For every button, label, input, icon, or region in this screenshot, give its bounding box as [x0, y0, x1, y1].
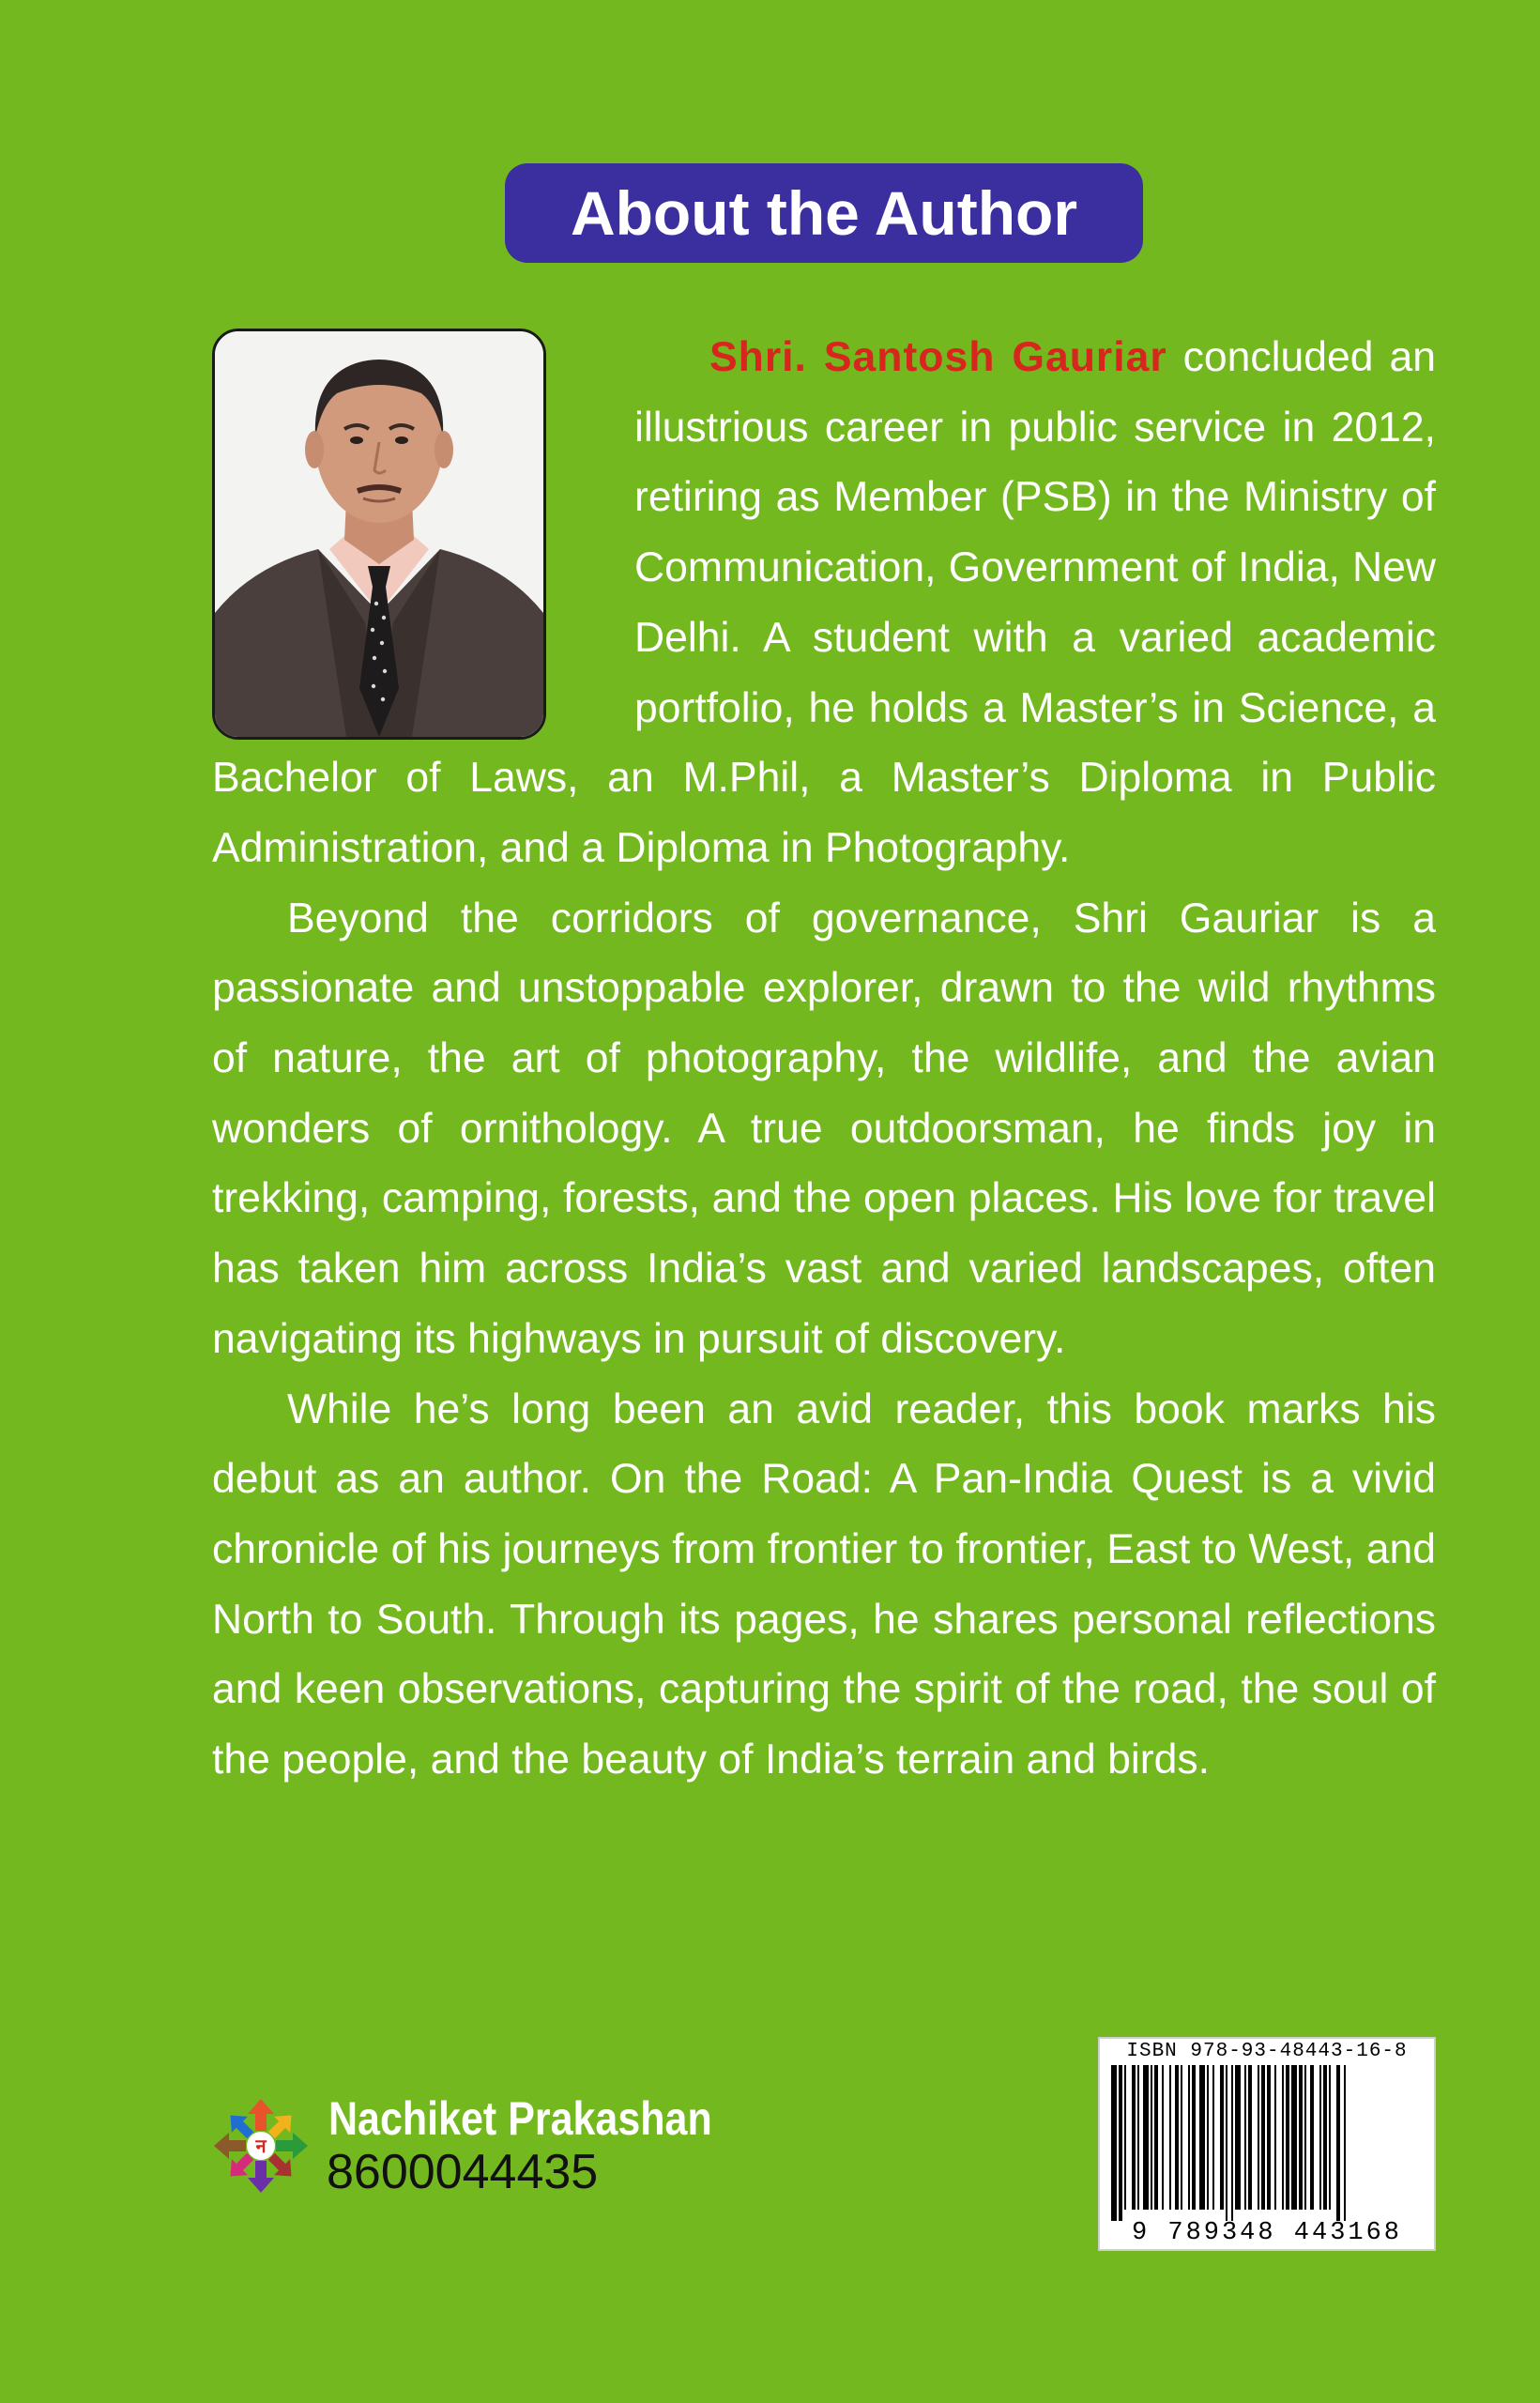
barcode-bar [1291, 2065, 1297, 2210]
barcode-bar [1248, 2065, 1252, 2210]
barcode-bar [1175, 2065, 1179, 2210]
barcode-bar [1336, 2065, 1340, 2221]
barcode-bar [1119, 2065, 1122, 2221]
barcode-bar [1235, 2065, 1241, 2210]
barcode-bar [1304, 2065, 1306, 2210]
bio-paragraph-2-text: Beyond the corridors of governance, Shri Gauriar is a passionate and unstoppable explorer, drawn to the wild rhythms of nature, the art of photography, the wildlife, and the avian wonders of ornithology. A true outdoorsman, he finds joy in trekking, camping, forests, and the open places. His love for travel has taken him across India’s vast and varied landscapes, often navigating its highways in pursuit of discovery. [212, 895, 1436, 1362]
barcode-bar [1274, 2065, 1276, 2210]
isbn-label: ISBN 978-93-48443-16-8 [1126, 2041, 1408, 2062]
barcode-bar [1188, 2065, 1190, 2210]
bio-paragraph-1-text: concluded an illustrious career in public service in 2012, retiring as Member (PSB) in the Ministry of Communication, Government of India, New Delhi. A student with a varied academic portfolio, he holds a Master’s in Science, a Bachelor of Laws, an M.Phil, a Master’s Diploma in Public Administration, and a Diploma in Photography. [212, 334, 1436, 871]
barcode-bar [1286, 2065, 1289, 2210]
barcode-bar [1344, 2065, 1346, 2221]
barcode-bar [1267, 2065, 1271, 2210]
barcode-bar [1310, 2065, 1314, 2210]
barcode-bar [1319, 2065, 1321, 2210]
barcode-bar [1132, 2065, 1136, 2210]
about-author-heading [505, 163, 1143, 263]
barcode-bar [1169, 2065, 1171, 2210]
barcode-bar [1244, 2065, 1246, 2210]
author-name: Shri. Santosh Gauriar [709, 334, 1167, 380]
barcode-bar [1124, 2065, 1126, 2210]
barcode-bar [1231, 2065, 1233, 2221]
photo-wrap-spacer [212, 323, 634, 736]
barcode-bar [1226, 2065, 1227, 2221]
barcode-bar [1261, 2065, 1265, 2210]
svg-text:न: न [255, 2135, 267, 2157]
barcode-bar [1212, 2065, 1214, 2210]
barcode-bar [1192, 2065, 1196, 2210]
barcode-bar [1154, 2065, 1158, 2210]
barcode-bar [1323, 2065, 1327, 2210]
barcode-bar [1199, 2065, 1205, 2210]
barcode-bar [1258, 2065, 1259, 2210]
barcode-bars [1107, 2065, 1426, 2221]
heading-text: About the Author [570, 178, 1078, 248]
barcode-bar [1282, 2065, 1284, 2210]
isbn-digits: 9 789348 443168 [1131, 2219, 1403, 2247]
bio-paragraph-2 [212, 884, 1436, 1375]
barcode-bar [1181, 2065, 1182, 2210]
barcode-bar [1162, 2065, 1164, 2210]
publisher-arrows-logo-icon [212, 2097, 310, 2195]
bio-paragraph-3 [212, 1375, 1436, 1796]
bio-paragraph-3-text: While he’s long been an avid reader, this book marks his debut as an author. On the Road: A Pan-India Quest is a vivid chronicle of his journeys from frontier to frontier, East to West, and North to South. Through its pages, he shares personal reflections and keen observations, capturing the spirit of the road, the soul of the people, and the beauty of India’s terrain and birds. [212, 1385, 1436, 1783]
publisher-name: Nachiket Prakashan [328, 2092, 712, 2145]
barcode-bar [1329, 2065, 1331, 2210]
barcode-bar [1111, 2065, 1117, 2221]
author-biography [212, 323, 1436, 1796]
publisher-phone: 8600044435 [327, 2145, 599, 2199]
barcode-bar [1151, 2065, 1152, 2210]
barcode-bar [1207, 2065, 1209, 2210]
barcode-bar [1143, 2065, 1149, 2210]
isbn-barcode [1098, 2037, 1436, 2251]
barcode-bar [1137, 2065, 1139, 2210]
barcode-bar [1299, 2065, 1303, 2210]
publisher-block [212, 2091, 712, 2199]
barcode-bar [1220, 2065, 1224, 2210]
